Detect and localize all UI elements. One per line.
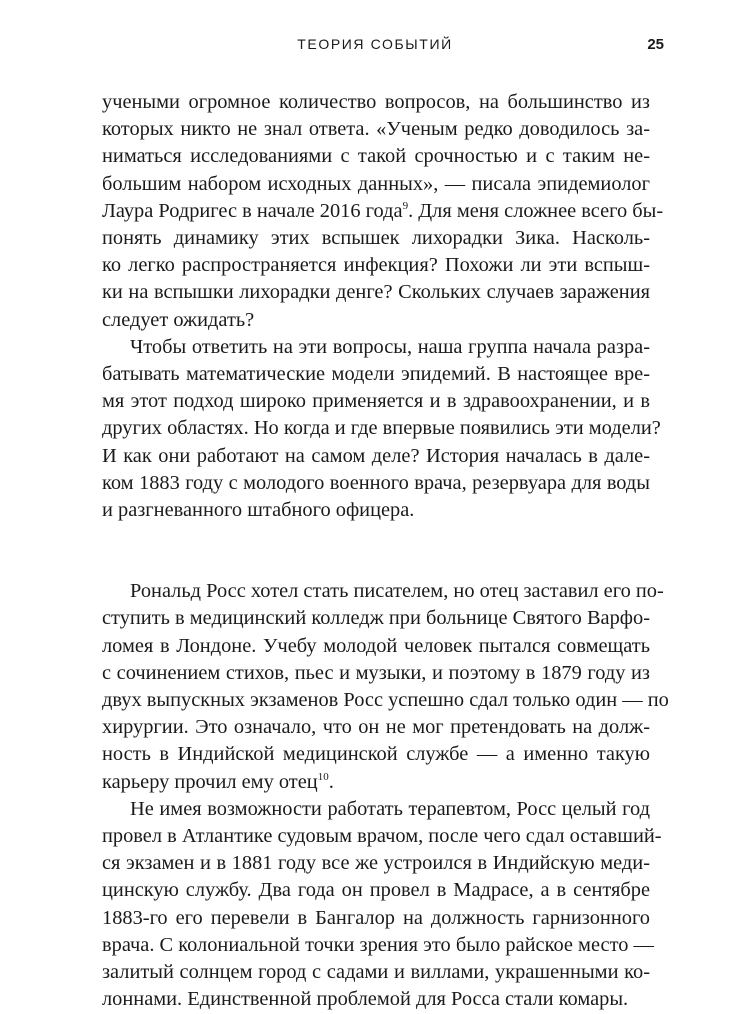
text-line: ступить в медицинский колледж при больнице Святого Варфо- xyxy=(102,607,650,630)
body-text xyxy=(102,89,669,1014)
text-line: которых никто не знал ответа. «Ученым редко доводилось за- xyxy=(102,118,650,141)
text-line: залитый солнцем город с садами и виллами, украшенными ко- xyxy=(102,961,650,984)
text-line xyxy=(102,769,650,796)
paragraph-3 xyxy=(102,578,669,796)
text-line: двух выпускных экзаменов Росс успешно сдал только один — по xyxy=(102,689,669,712)
text-line: следует ожидать? xyxy=(102,308,255,331)
text-line: ность в Индийской медицинской службе — а именно такую xyxy=(102,743,650,766)
text-segment: Лаура Родригес в начале 2016 года xyxy=(102,199,403,222)
text-line: Рональд Росс хотел стать писателем, но отец заставил его по- xyxy=(130,580,664,603)
text-line: Не имея возможности работать терапевтом, Росс целый год xyxy=(130,797,650,820)
text-line: других областях. Но когда и где впервые появились эти модели? xyxy=(102,417,661,440)
text-line: ниматься исследованиями с такой срочностью и с таким не- xyxy=(102,145,650,168)
text-line: ко легко распространяется инфекция? Похожи ли эти вспыш- xyxy=(102,254,650,277)
text-line: провел в Атлантике судовым врачом, после чего сдал оставший- xyxy=(102,825,662,848)
text-line xyxy=(102,198,664,225)
text-line: ки на вспышки лихорадки денге? Скольких случаев заражения xyxy=(102,281,650,304)
footnote-marker: 10 xyxy=(317,770,329,783)
text-line: большим набором исходных данных», — писала эпидемиолог xyxy=(102,172,650,195)
text-segment: . xyxy=(328,770,334,793)
text-line: цинскую службу. Два года он провел в Мадрасе, а в сентябре xyxy=(102,879,650,902)
text-line: батывать математические модели эпидемий. В настоящее вре- xyxy=(102,363,650,386)
footnote-marker: 9 xyxy=(402,199,409,212)
text-line: лоннами. Единственной проблемой для Росса стали комары. xyxy=(102,988,629,1011)
section-break xyxy=(102,524,650,578)
text-segment: карьеру прочил ему отец xyxy=(102,770,318,793)
text-line: с сочинением стихов, пьес и музыки, и поэтому в 1879 году из xyxy=(102,661,650,684)
paragraph-1 xyxy=(102,89,664,334)
text-line: и разгневанного штабного офицера. xyxy=(102,499,415,522)
text-line: 1883-го его перевели в Бангалор на должность гарнизонного xyxy=(102,906,650,929)
text-segment: . Для меня сложнее всего бы- xyxy=(408,199,664,222)
page-number: 25 xyxy=(647,36,664,53)
text-line: мя этот подход широко применяется и в здравоохранении, и в xyxy=(102,390,650,413)
text-line: ком 1883 году с молодого военного врача, резервуара для воды xyxy=(102,471,650,494)
text-line: ся экзамен и в 1881 году все же устроился в Индийскую меди- xyxy=(102,852,650,875)
text-line: учеными огромное количество вопросов, на большинство из xyxy=(102,91,650,113)
paragraph-4 xyxy=(102,796,662,1014)
text-line: И как они работают на самом деле? История началась в дале- xyxy=(102,444,650,467)
paragraph-2 xyxy=(102,334,661,524)
page-header xyxy=(0,36,750,60)
text-line: врача. С колониальной точки зрения это было райское место — xyxy=(102,933,654,956)
text-line: понять динамику этих вспышек лихорадки Зика. Насколь- xyxy=(102,227,650,250)
running-head: ТЕОРИЯ СОБЫТИЙ xyxy=(297,36,453,52)
text-line: ломея в Лондоне. Учебу молодой человек пытался совмещать xyxy=(102,634,650,657)
text-line: Чтобы ответить на эти вопросы, наша группа начала разра- xyxy=(130,335,650,358)
text-line: хирургии. Это означало, что он не мог претендовать на долж- xyxy=(102,716,650,739)
